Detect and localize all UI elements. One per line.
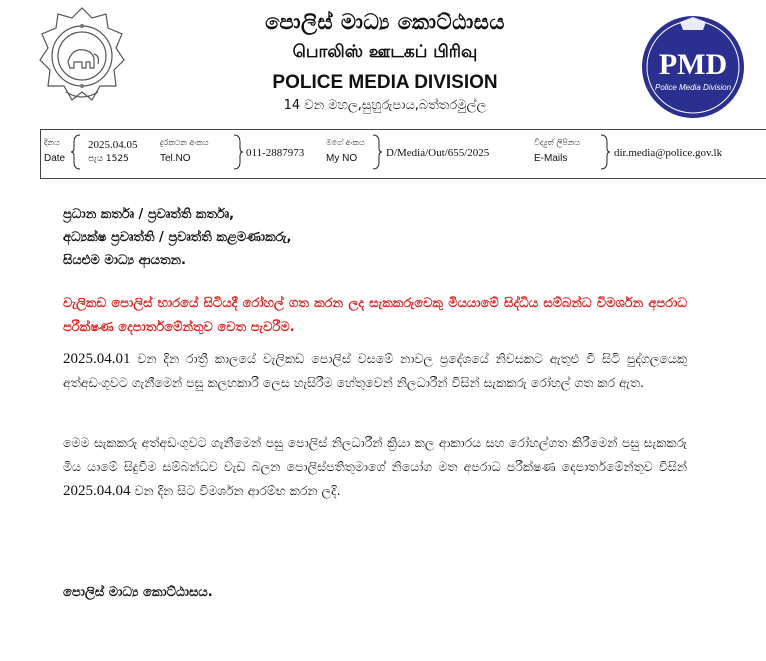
pmd-logo-text: PMD bbox=[658, 48, 728, 81]
recipient-line: සියළුම මාධ්‍ය ආයතන. bbox=[63, 253, 186, 268]
paragraph-1-date: 2025.04.01 bbox=[63, 351, 131, 367]
my-no-label-en: My NO bbox=[326, 153, 358, 164]
paragraph-2-text: මෙම සැකකරු අත්අඩංගුවට ගැනීමෙන් පසු පොලිස් නිලධාරීන් ක්‍රියා කල ආකාරය සහ රෝහල්ගත කිරීමෙන් පසු සැකකරු මිය යාමේ සිදුවීම සම්බන්ධව වැඩ බලන පොලිස්පතිතුමාගේ නියෝග මත අපරාධ පරීක්ෂණ දෙපාර්තමේන්තුව විසින් bbox=[63, 435, 687, 474]
brace-icon bbox=[600, 134, 610, 170]
my-no-value: D/Media/Out/655/2025 bbox=[386, 147, 490, 159]
header-title-english: POLICE MEDIA DIVISION bbox=[272, 72, 498, 93]
paragraph-1 bbox=[63, 347, 687, 395]
paragraph-1-text: වන දින රාත්‍රී කාලයේ වැලිකඩ පොලිස් වසමේ නාවල ප්‍රදේශයේ නිවසකට ඇතුළු වී සිටි පුද්ගලයෙකු අත්අඩංගුවට ගැනීමෙන් පසු කලහකාරී ලෙස හැසිරීම හේතුවෙන් නිලධාරීන් විසින් සැකකරු රෝහල් ගත කර ඇත. bbox=[63, 351, 687, 390]
header-address: 14 වන මහල,සුහුරුපාය,බත්තරමුල්ල bbox=[283, 98, 487, 113]
brace-icon bbox=[233, 134, 243, 170]
email-label-si: විද්‍යුත් ලිපිනය bbox=[534, 138, 581, 147]
pmd-logo bbox=[640, 14, 746, 120]
tel-value: 011-2887973 bbox=[246, 147, 305, 159]
subject: වැලිකඩ පොලිස් භාරයේ සිටියදී රෝහල් ගත කරන ලද සැකකරුවෙකු මියයාමේ සිද්ධිය සම්බන්ධ විමර්ශන අපරාධ පරීක්ෂණ දෙපාර්තමේන්තුව වෙත පැවරීම. bbox=[63, 296, 687, 335]
date-label-si: දිනය bbox=[44, 138, 60, 147]
recipient-line: අධ්‍යක්ෂ ප්‍රවෘත්ති / ප්‍රවෘත්ති කළමණාකරු, bbox=[63, 230, 292, 245]
email-label-en: E-Mails bbox=[534, 153, 568, 164]
my-no-label-si: මගේ අංකය bbox=[326, 138, 365, 147]
info-bar bbox=[40, 129, 766, 179]
tel-label-en: Tel.NO bbox=[160, 153, 191, 164]
tel-label-si: දුරකථන අංකය bbox=[160, 138, 209, 147]
header-title-tamil: பொலிஸ் ஊடகப் பிரிவு bbox=[292, 42, 478, 62]
paragraph-2-date: 2025.04.04 bbox=[63, 483, 131, 499]
recipient-line: ප්‍රධාන කර්තෘ / ප්‍රවෘත්ති කර්තෘ, bbox=[63, 207, 235, 222]
police-emblem-logo bbox=[36, 4, 128, 108]
header-title-sinhala: පොලිස් මාධ්‍ය කොට්ඨාසය bbox=[265, 10, 505, 34]
time-value: පැය 1525 bbox=[88, 154, 129, 164]
email-cell bbox=[534, 130, 766, 178]
tel-cell bbox=[160, 130, 340, 178]
paragraph-2 bbox=[63, 431, 687, 503]
date-label-en: Date bbox=[44, 153, 66, 164]
recipients bbox=[63, 203, 687, 272]
brace-icon bbox=[71, 134, 81, 170]
date-value: 2025.04.05 bbox=[88, 139, 138, 151]
brace-icon bbox=[372, 134, 382, 170]
my-no-cell bbox=[326, 130, 536, 178]
pmd-logo-ring-text: Police Media Division bbox=[654, 83, 732, 92]
signature: පොලිස් මාධ්‍ය කොට්ඨාසය. bbox=[63, 585, 213, 600]
email-value: dir.media@police.gov.lk bbox=[614, 147, 723, 159]
paragraph-2-text-after: වන දින සිට විමර්ශන ආරම්භ කරන ලදි. bbox=[130, 483, 341, 498]
